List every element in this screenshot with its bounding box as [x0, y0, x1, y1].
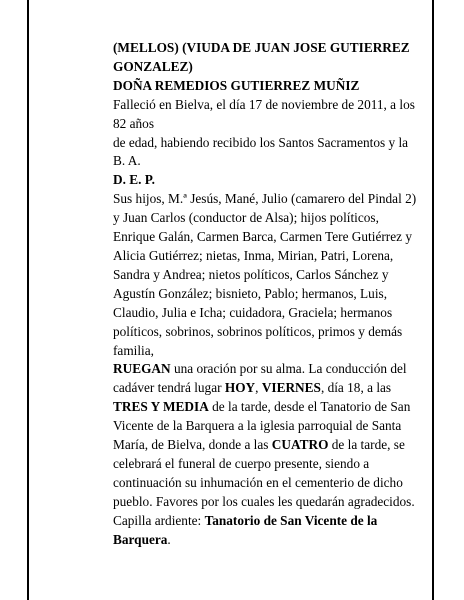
death-line-2: de edad, habiendo recibido los Santos Sacramentos y la B. A. [113, 134, 409, 169]
ceremony-text-2: , día 18, a las [320, 380, 392, 396]
ceremony-paragraph [113, 360, 419, 511]
rip-line: D. E. P. [113, 172, 155, 188]
capilla-paragraph [113, 512, 419, 550]
obituary-text [113, 39, 419, 549]
family-paragraph: Sus hijos, M.ª Jesús, Mané, Julio (camarero del Pindal 2) y Juan Carlos (conductor de Alsa); hijos políticos, Enrique Galán, Carmen Barca, Carmen Tere Gutiérrez y Alicia Gutiérrez; nietas, Inma, Mirian, Patri, Lorena, Sandra y Andrea; nietos políticos, Carlos Sánchez y Agustín González; bisnieto, Pablo; hermanos, Luis, Claudio, Julia e Icha; cuidadora, Graciela; hermanos políticos, sobrinos, sobrinos políticos, primos y demás familia, [113, 191, 417, 358]
capilla-period: . [167, 531, 171, 547]
ruegan-word: RUEGAN [113, 361, 171, 377]
death-line-1: Falleció en Bielva, el día 17 de noviembre de 2011, a los 82 años [113, 96, 415, 131]
header-line: (MELLOS) (VIUDA DE JUAN JOSE GUTIERREZ GONZALEZ) [113, 40, 410, 74]
cuatro-word: CUATRO [271, 437, 329, 453]
ceremony-text-3: de la tarde, desde el Tanatorio de San Vicente de la Barquera a la iglesia parroquial de Santa María, de Bielva, donde a las [113, 399, 411, 453]
capilla-place: Tanatorio de San Vicente de la Barquera [113, 512, 378, 547]
right-border-line [432, 0, 434, 600]
tres-y-media-words: TRES Y MEDIA [113, 399, 209, 415]
ceremony-text-4: de la tarde, se celebrará el funeral de cuerpo presente, siendo a continuación su inhumación en el cementerio de dicho pueblo. Favores por los cuales les quedarán agradecidos. [113, 437, 415, 509]
viernes-word: VIERNES [261, 380, 321, 396]
deceased-name: DOÑA REMEDIOS GUTIERREZ MUÑIZ [113, 77, 360, 93]
ceremony-text-1: una oración por su alma. La conducción del cadáver tendrá lugar [113, 361, 407, 396]
hoy-word: HOY [224, 380, 256, 396]
left-border-line [27, 0, 29, 600]
ceremony-comma: , [255, 380, 262, 396]
capilla-label: Capilla ardiente: [113, 512, 205, 528]
